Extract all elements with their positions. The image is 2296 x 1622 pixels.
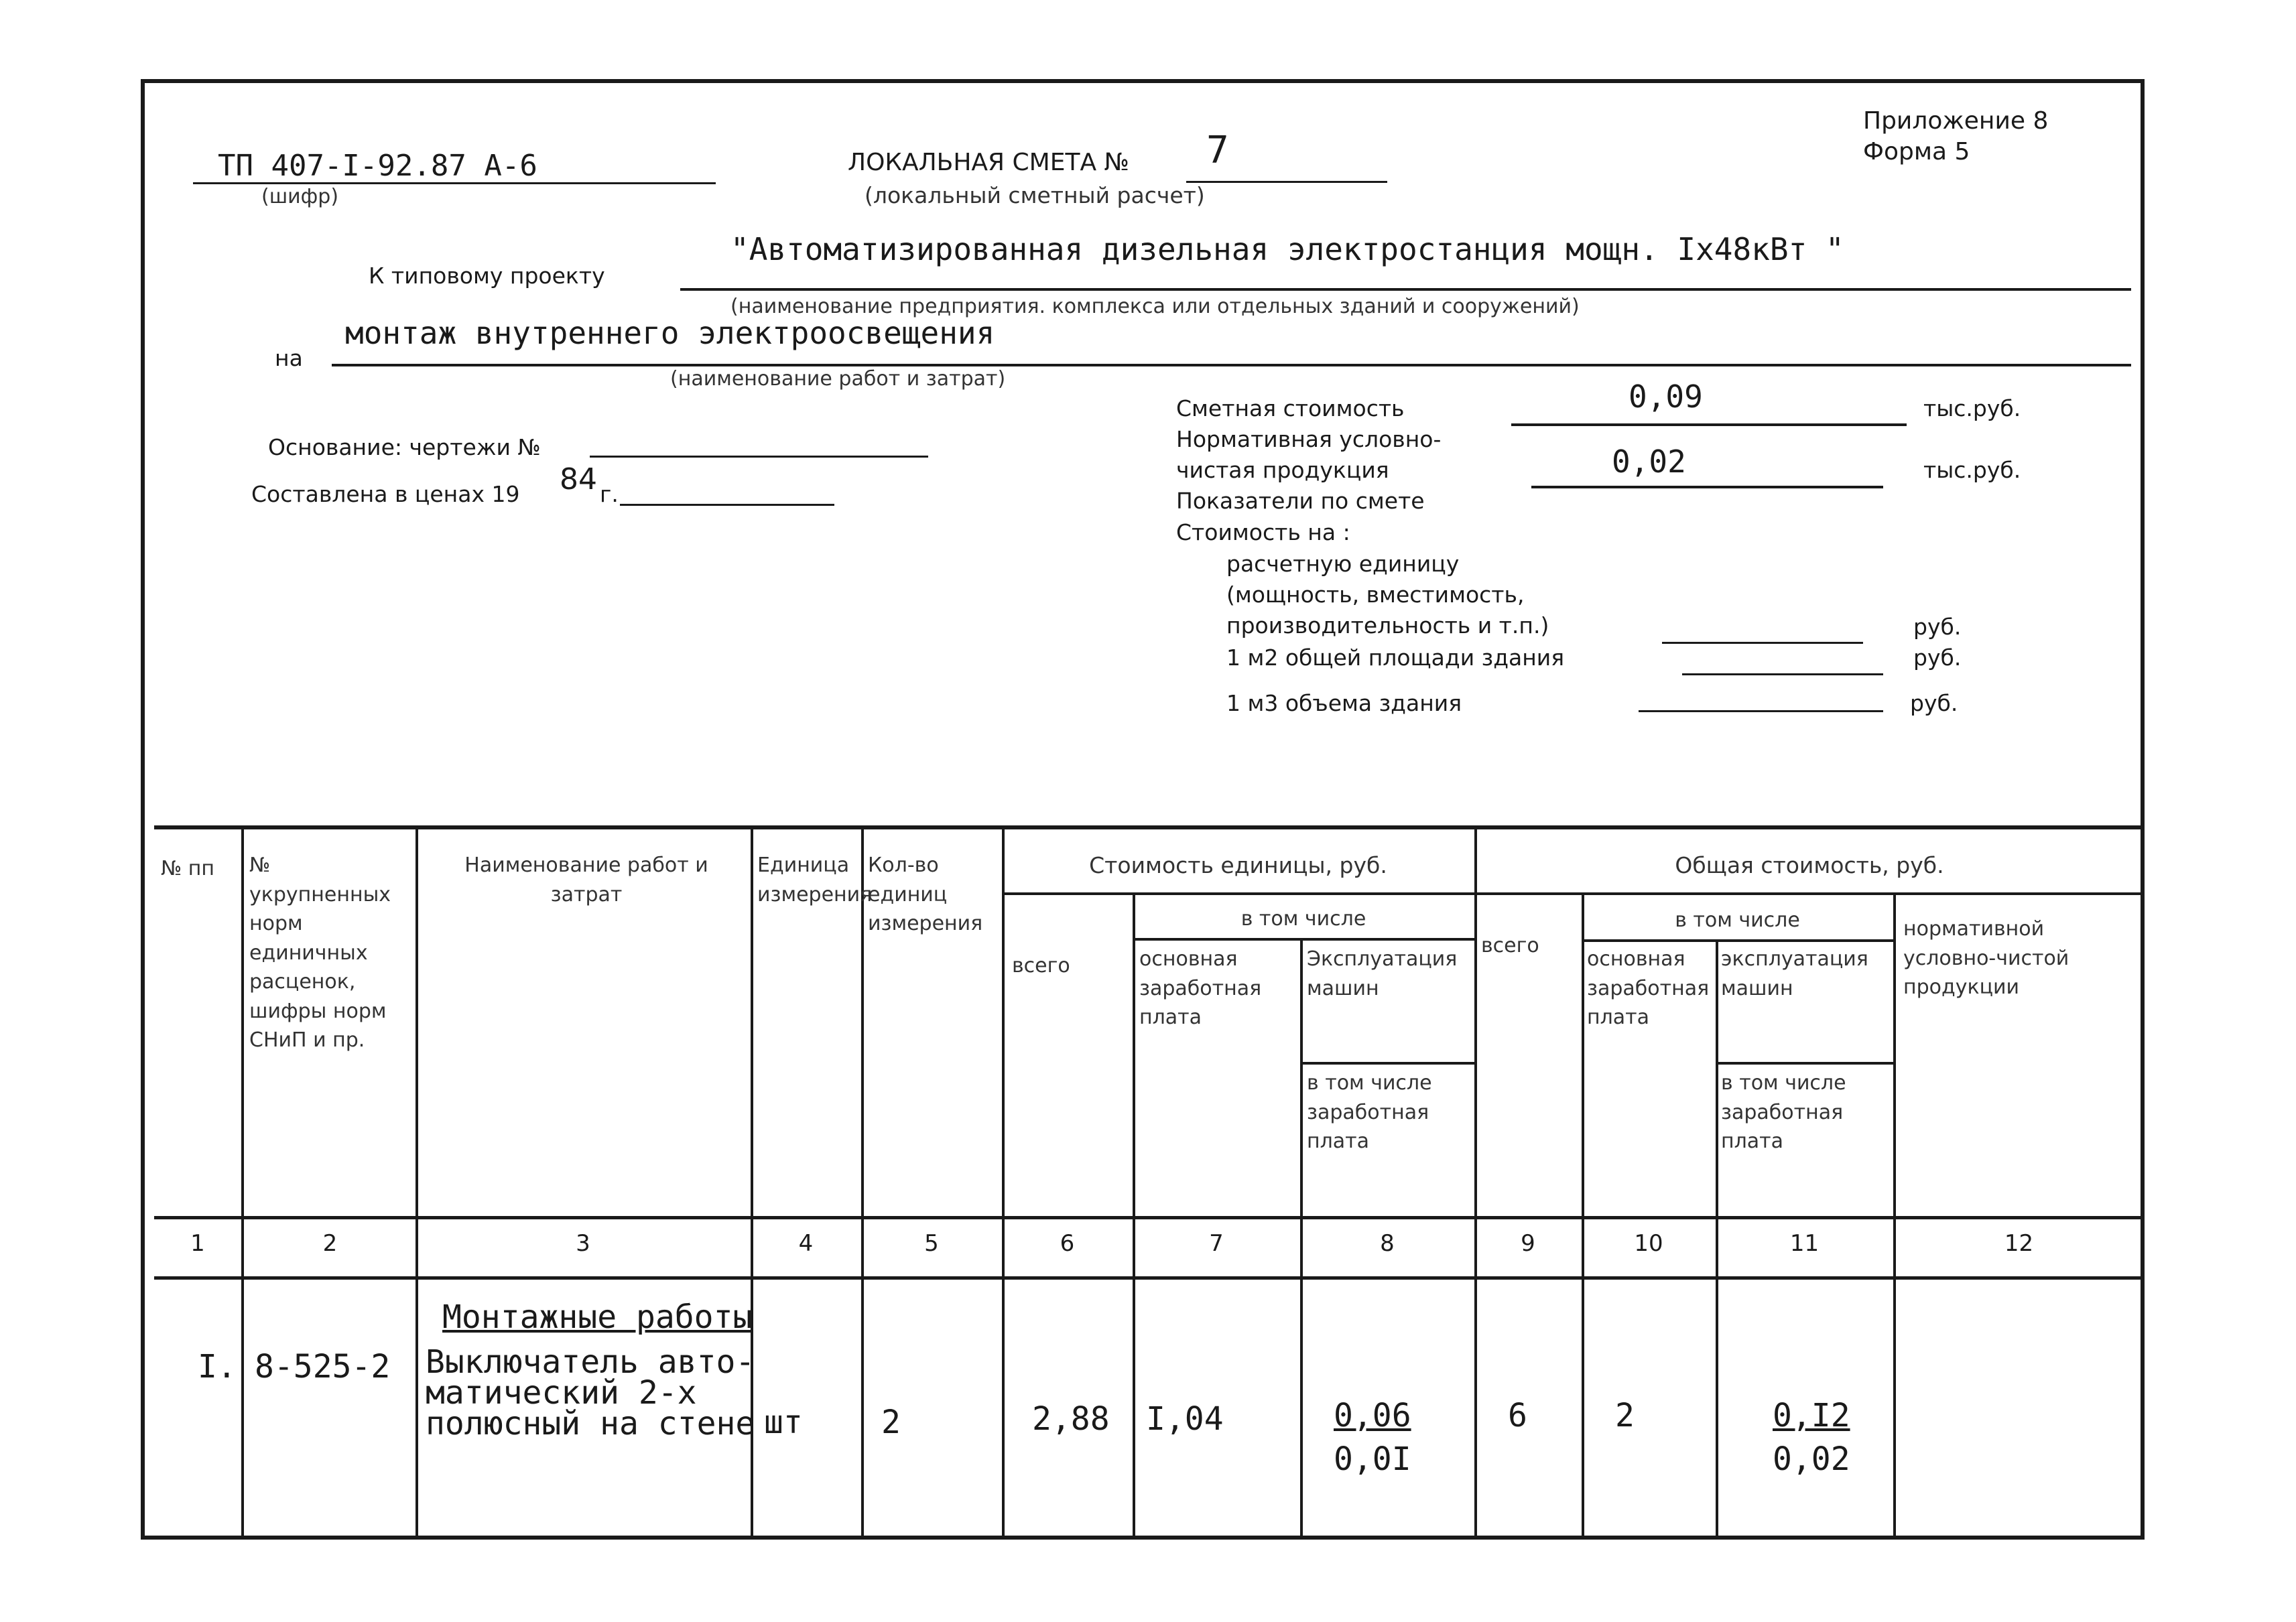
h-machines-sal: в том числе заработная плата [1307,1071,1432,1153]
col-numbers-bottom-line [154,1276,2145,1280]
row-machines-sal2: 0,02 [1773,1440,1850,1478]
m2-label: 1 м2 общей площади здания [1226,645,1565,671]
indicators-label: Показатели по смете [1176,488,1425,514]
overall-sub-line [1474,892,2145,895]
col-sep-4 [861,825,864,1536]
row-name-line-3: полюсный на стене [426,1405,755,1442]
code-underline [193,182,716,184]
col-sep-1 [241,825,244,1536]
doc-title: ЛОКАЛЬНАЯ СМЕТА № [848,149,1129,176]
col-sep-5 [1002,825,1005,1536]
row-total: 2,88 [1032,1400,1110,1438]
h-unit: Единица измерения [757,854,873,906]
col-sep-6 [1133,892,1135,1536]
col-number-10: 10 [1634,1230,1663,1257]
row-machines2: 0,I2 [1773,1397,1850,1434]
m2-underline [1682,673,1883,675]
norm-label-2: чистая продукция [1176,457,1389,483]
row-machines: 0,06 [1334,1397,1411,1434]
h-total2: всего [1481,934,1539,957]
norm-unit: тыс.руб. [1923,457,2021,483]
h-incl: в том числе [1240,907,1366,931]
basis-label: Основание: чертежи № [268,434,541,460]
on-prefix: на [275,345,303,371]
h-code: № укрупненных норм единичных расценок, шифры норм СНиП и пр. [249,854,391,1052]
col-number-7: 7 [1209,1230,1224,1257]
prices-label: Составлена в ценах 19 [251,481,520,507]
code-caption: (шифр) [261,185,339,208]
cost-label: Сметная стоимость [1176,395,1405,421]
work-underline [332,364,2131,366]
unit-line-3: производительность и т.п.) [1226,612,1549,638]
work-caption: (наименование работ и затрат) [670,367,1006,391]
cost-unit: тыс.руб. [1923,395,2021,421]
cost-underline [1511,423,1907,426]
project-name: "Автоматизированная дизельная электростанция мощн. Iх48кВт " [730,231,1844,267]
row-no: I. [198,1348,237,1386]
row-total2: 6 [1508,1397,1527,1434]
cost-per-label: Стоимость на : [1176,519,1350,545]
col-sep-8 [1474,825,1477,1536]
doc-subtitle: (локальный сметный расчет) [865,182,1205,208]
prices-suffix: г. [600,481,619,507]
h-unit-cost: Стоимость единицы, руб. [1089,852,1387,878]
h-machines2: эксплуатация машин [1721,947,1868,1000]
h-machines-sal2: в том числе заработная плата [1721,1071,1846,1153]
unit-incl-line [1133,938,1474,941]
col-sep-11 [1893,892,1896,1536]
unit-line-1: расчетную единицу [1226,551,1460,577]
h-qty: Кол-во единиц измерения [868,854,983,935]
row-name-line-2: матический 2-х [426,1374,697,1412]
machines-sub-line [1300,1062,1474,1065]
section-title: Монтажные работы [442,1298,753,1336]
h-salary2: основная заработная плата [1587,947,1710,1029]
m3-rub: руб. [1910,690,1958,716]
unit-line-2: (мощность, вместимость, [1226,582,1525,608]
header-bottom-line [154,1216,2145,1219]
row-qty: 2 [881,1404,901,1441]
row-unit: шт [764,1404,803,1441]
col-number-3: 3 [576,1230,590,1257]
row-name [426,1343,755,1442]
h-machines: Эксплуатация машин [1307,947,1458,1000]
project-code: ТП 407-I-92.87 А-6 [218,149,537,183]
col-sep-9 [1582,892,1584,1536]
project-underline [680,288,2131,291]
row-salary: I,04 [1146,1400,1224,1438]
m3-label: 1 м3 объема здания [1226,690,1462,716]
row-code: 8-525-2 [255,1348,391,1386]
h-no: № пп [161,857,214,880]
row-salary2: 2 [1615,1397,1635,1434]
norm-value: 0,02 [1612,444,1686,480]
h-name: Наименование работ и затрат [464,854,708,906]
norm-label-1: Нормативная условно- [1176,426,1442,452]
project-caption: (наименование предприятия. комплекса или отдельных зданий и сооружений) [730,295,1580,318]
project-prefix: К типовому проекту [369,263,605,289]
overall-incl-line [1582,939,1893,942]
col-number-12: 12 [2004,1230,2034,1257]
col-sep-2 [416,825,418,1536]
work-name: монтаж внутреннего электроосвещения [345,315,995,351]
cost-value: 0,09 [1629,379,1703,415]
col-number-11: 11 [1789,1230,1820,1257]
col-number-4: 4 [798,1230,814,1257]
doc-number-underline [1186,181,1387,183]
col-number-5: 5 [924,1230,939,1257]
form-label: Форма 5 [1863,138,1970,165]
col-number-2: 2 [322,1230,338,1257]
col-number-1: 1 [190,1230,205,1257]
h-norm: нормативной условно-чистой продукции [1903,917,2069,999]
norm-underline [1531,486,1883,488]
prices-year: 84 [560,462,597,496]
doc-number: 7 [1206,129,1229,172]
unit-underline [1662,642,1863,644]
appendix-label: Приложение 8 [1863,107,2049,135]
table-top-line [154,825,2145,829]
row-machines-sal: 0,0I [1334,1440,1411,1478]
h-total: всего [1012,954,1070,977]
row-name-line-1: Выключатель авто- [426,1343,755,1381]
h-salary: основная заработная плата [1139,947,1262,1029]
m3-underline [1639,710,1883,712]
col-number-8: 8 [1380,1230,1395,1257]
h-incl2: в том числе [1675,908,1800,932]
prices-underline [620,504,834,506]
unit-cost-sub-line [1002,892,1474,895]
machines2-sub-line [1716,1062,1893,1065]
col-number-6: 6 [1060,1230,1075,1257]
col-number-9: 9 [1521,1230,1535,1257]
unit-rub: руб. [1913,614,1962,640]
m2-rub: руб. [1913,645,1962,671]
h-overall: Общая стоимость, руб. [1675,852,1944,878]
basis-underline [590,456,928,458]
